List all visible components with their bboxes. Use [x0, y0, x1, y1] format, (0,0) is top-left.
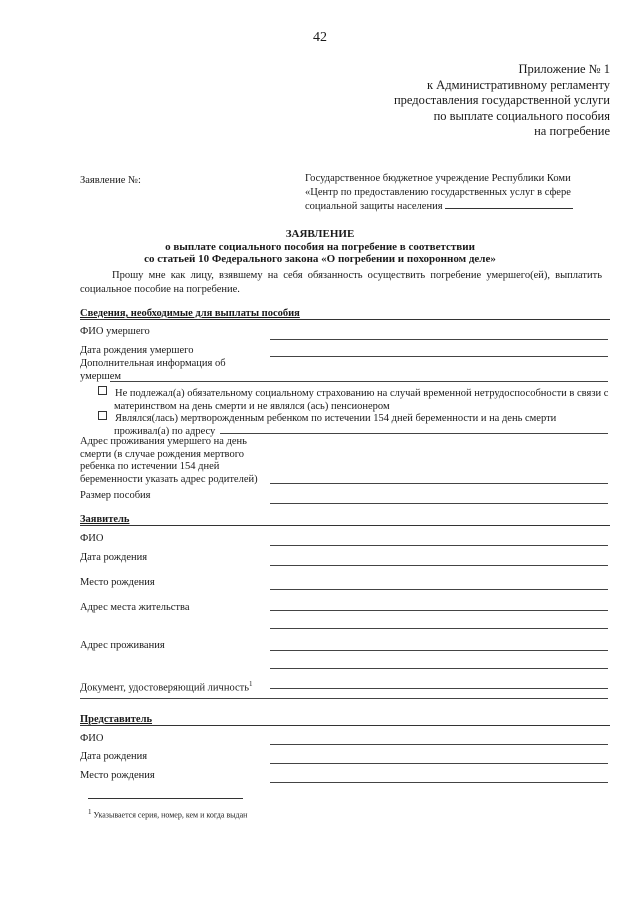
- field-applicant-fio[interactable]: [270, 545, 608, 546]
- organization-block: [305, 172, 595, 214]
- checkbox-label: Не подлежал(а) обязательному социальному страхованию на случай временной нетрудоспособности в связи с материнством на день смерти и не являлся (ась) пенсионером: [114, 388, 609, 412]
- label-deceased-fio: ФИО умершего: [80, 326, 150, 337]
- field-representative-birth-place[interactable]: [270, 782, 608, 783]
- section-heading-text: Заявитель: [80, 514, 130, 525]
- title-line: ЗАЯВЛЕНИЕ: [285, 228, 355, 240]
- field-applicant-residence-address-2[interactable]: [270, 628, 608, 629]
- page-number: 42: [313, 30, 327, 45]
- field-deceased-birth-date[interactable]: [270, 356, 608, 357]
- label-applicant-id-document: [80, 678, 280, 695]
- organization-line: [305, 199, 595, 214]
- document-title: [0, 228, 640, 266]
- appendix-line: Приложение № 1: [518, 62, 610, 76]
- section-heading-deceased: [80, 308, 610, 320]
- field-deceased-additional-info[interactable]: [110, 381, 608, 382]
- label-applicant-living-address: Адрес проживания: [80, 640, 165, 651]
- title-line: со статьей 10 Федерального закона «О погребении и похоронном деле»: [144, 253, 496, 265]
- label-benefit-amount: Размер пособия: [80, 490, 151, 501]
- appendix-line: к Административному регламенту: [426, 77, 610, 92]
- title-line: о выплате социального пособия на погребение в соответствии: [165, 240, 475, 253]
- section-heading-text: Сведения, необходимые для выплаты пособия: [80, 308, 300, 319]
- field-applicant-living-address-2[interactable]: [270, 668, 608, 669]
- checkbox-label: Являлся(лась) мертворожденным ребенком по истечении 154 дней беременности и на день смерти проживал(а) по адресу: [114, 413, 557, 437]
- field-deceased-address[interactable]: [270, 483, 608, 484]
- intro-paragraph: Прошу мне как лицу, взявшему на себя обязанность осуществить погребение умершего(ей), выплатить социальное пособие на погребение.: [80, 270, 602, 295]
- field-applicant-living-address-1[interactable]: [270, 650, 608, 651]
- label-representative-birth-place: Место рождения: [80, 770, 155, 781]
- label-deceased-additional-info: Дополнительная информация об умершем: [80, 358, 226, 382]
- label-applicant-birth-place: Место рождения: [80, 577, 155, 588]
- section-heading-applicant: [80, 514, 610, 526]
- label-applicant-residence-address: Адрес места жительства: [80, 602, 190, 613]
- footnote-mark: 1: [88, 808, 92, 816]
- organization-line-text: социальной защиты населения: [305, 201, 443, 212]
- field-applicant-residence-address-1[interactable]: [270, 610, 608, 611]
- organization-line: Государственное бюджетное учреждение Республики Коми: [305, 173, 571, 184]
- label-representative-fio: ФИО: [80, 733, 104, 744]
- checkbox-option-not-insured[interactable]: [98, 386, 610, 413]
- organization-line: «Центр по предоставлению государственных услуг в сфере: [305, 186, 571, 198]
- application-number-label: Заявление №:: [80, 175, 141, 186]
- field-applicant-birth-date[interactable]: [270, 565, 608, 566]
- field-representative-birth-date[interactable]: [270, 763, 608, 764]
- checkbox-icon[interactable]: [98, 386, 107, 395]
- label-applicant-fio: ФИО: [80, 533, 104, 544]
- field-applicant-id-document-1[interactable]: [270, 688, 608, 689]
- footnote-text: Указывается серия, номер, кем и когда выдан: [93, 810, 248, 820]
- label-deceased-birth-date: Дата рождения умершего: [80, 345, 194, 356]
- field-applicant-id-document-2[interactable]: [80, 698, 608, 699]
- section-heading-representative: [80, 714, 610, 726]
- appendix-line: предоставления государственной услуги: [393, 93, 610, 107]
- appendix-line: по выплате социального пособия: [433, 108, 610, 123]
- footnote-mark: 1: [249, 680, 253, 688]
- section-heading-text: Представитель: [80, 714, 153, 725]
- label-text: Документ, удостоверяющий личность: [80, 682, 249, 694]
- footnote-separator: [88, 798, 243, 799]
- field-applicant-birth-place[interactable]: [270, 589, 608, 590]
- footnote: [88, 808, 247, 820]
- organization-blank[interactable]: [445, 199, 573, 209]
- appendix-line: на погребение: [534, 124, 610, 138]
- field-deceased-fio[interactable]: [270, 339, 608, 340]
- checkbox-icon[interactable]: [98, 411, 107, 420]
- label-representative-birth-date: Дата рождения: [80, 751, 148, 762]
- field-benefit-amount[interactable]: [270, 503, 608, 504]
- label-deceased-address: Адрес проживания умершего на день смерти (в случае рождения мертвого ребенка по истечении 154 дней беременности указать адрес родителей): [80, 436, 258, 485]
- field-representative-fio[interactable]: [270, 744, 608, 745]
- label-applicant-birth-date: Дата рождения: [80, 552, 148, 563]
- field-stillborn-address[interactable]: [220, 433, 608, 434]
- appendix-header: [310, 62, 610, 140]
